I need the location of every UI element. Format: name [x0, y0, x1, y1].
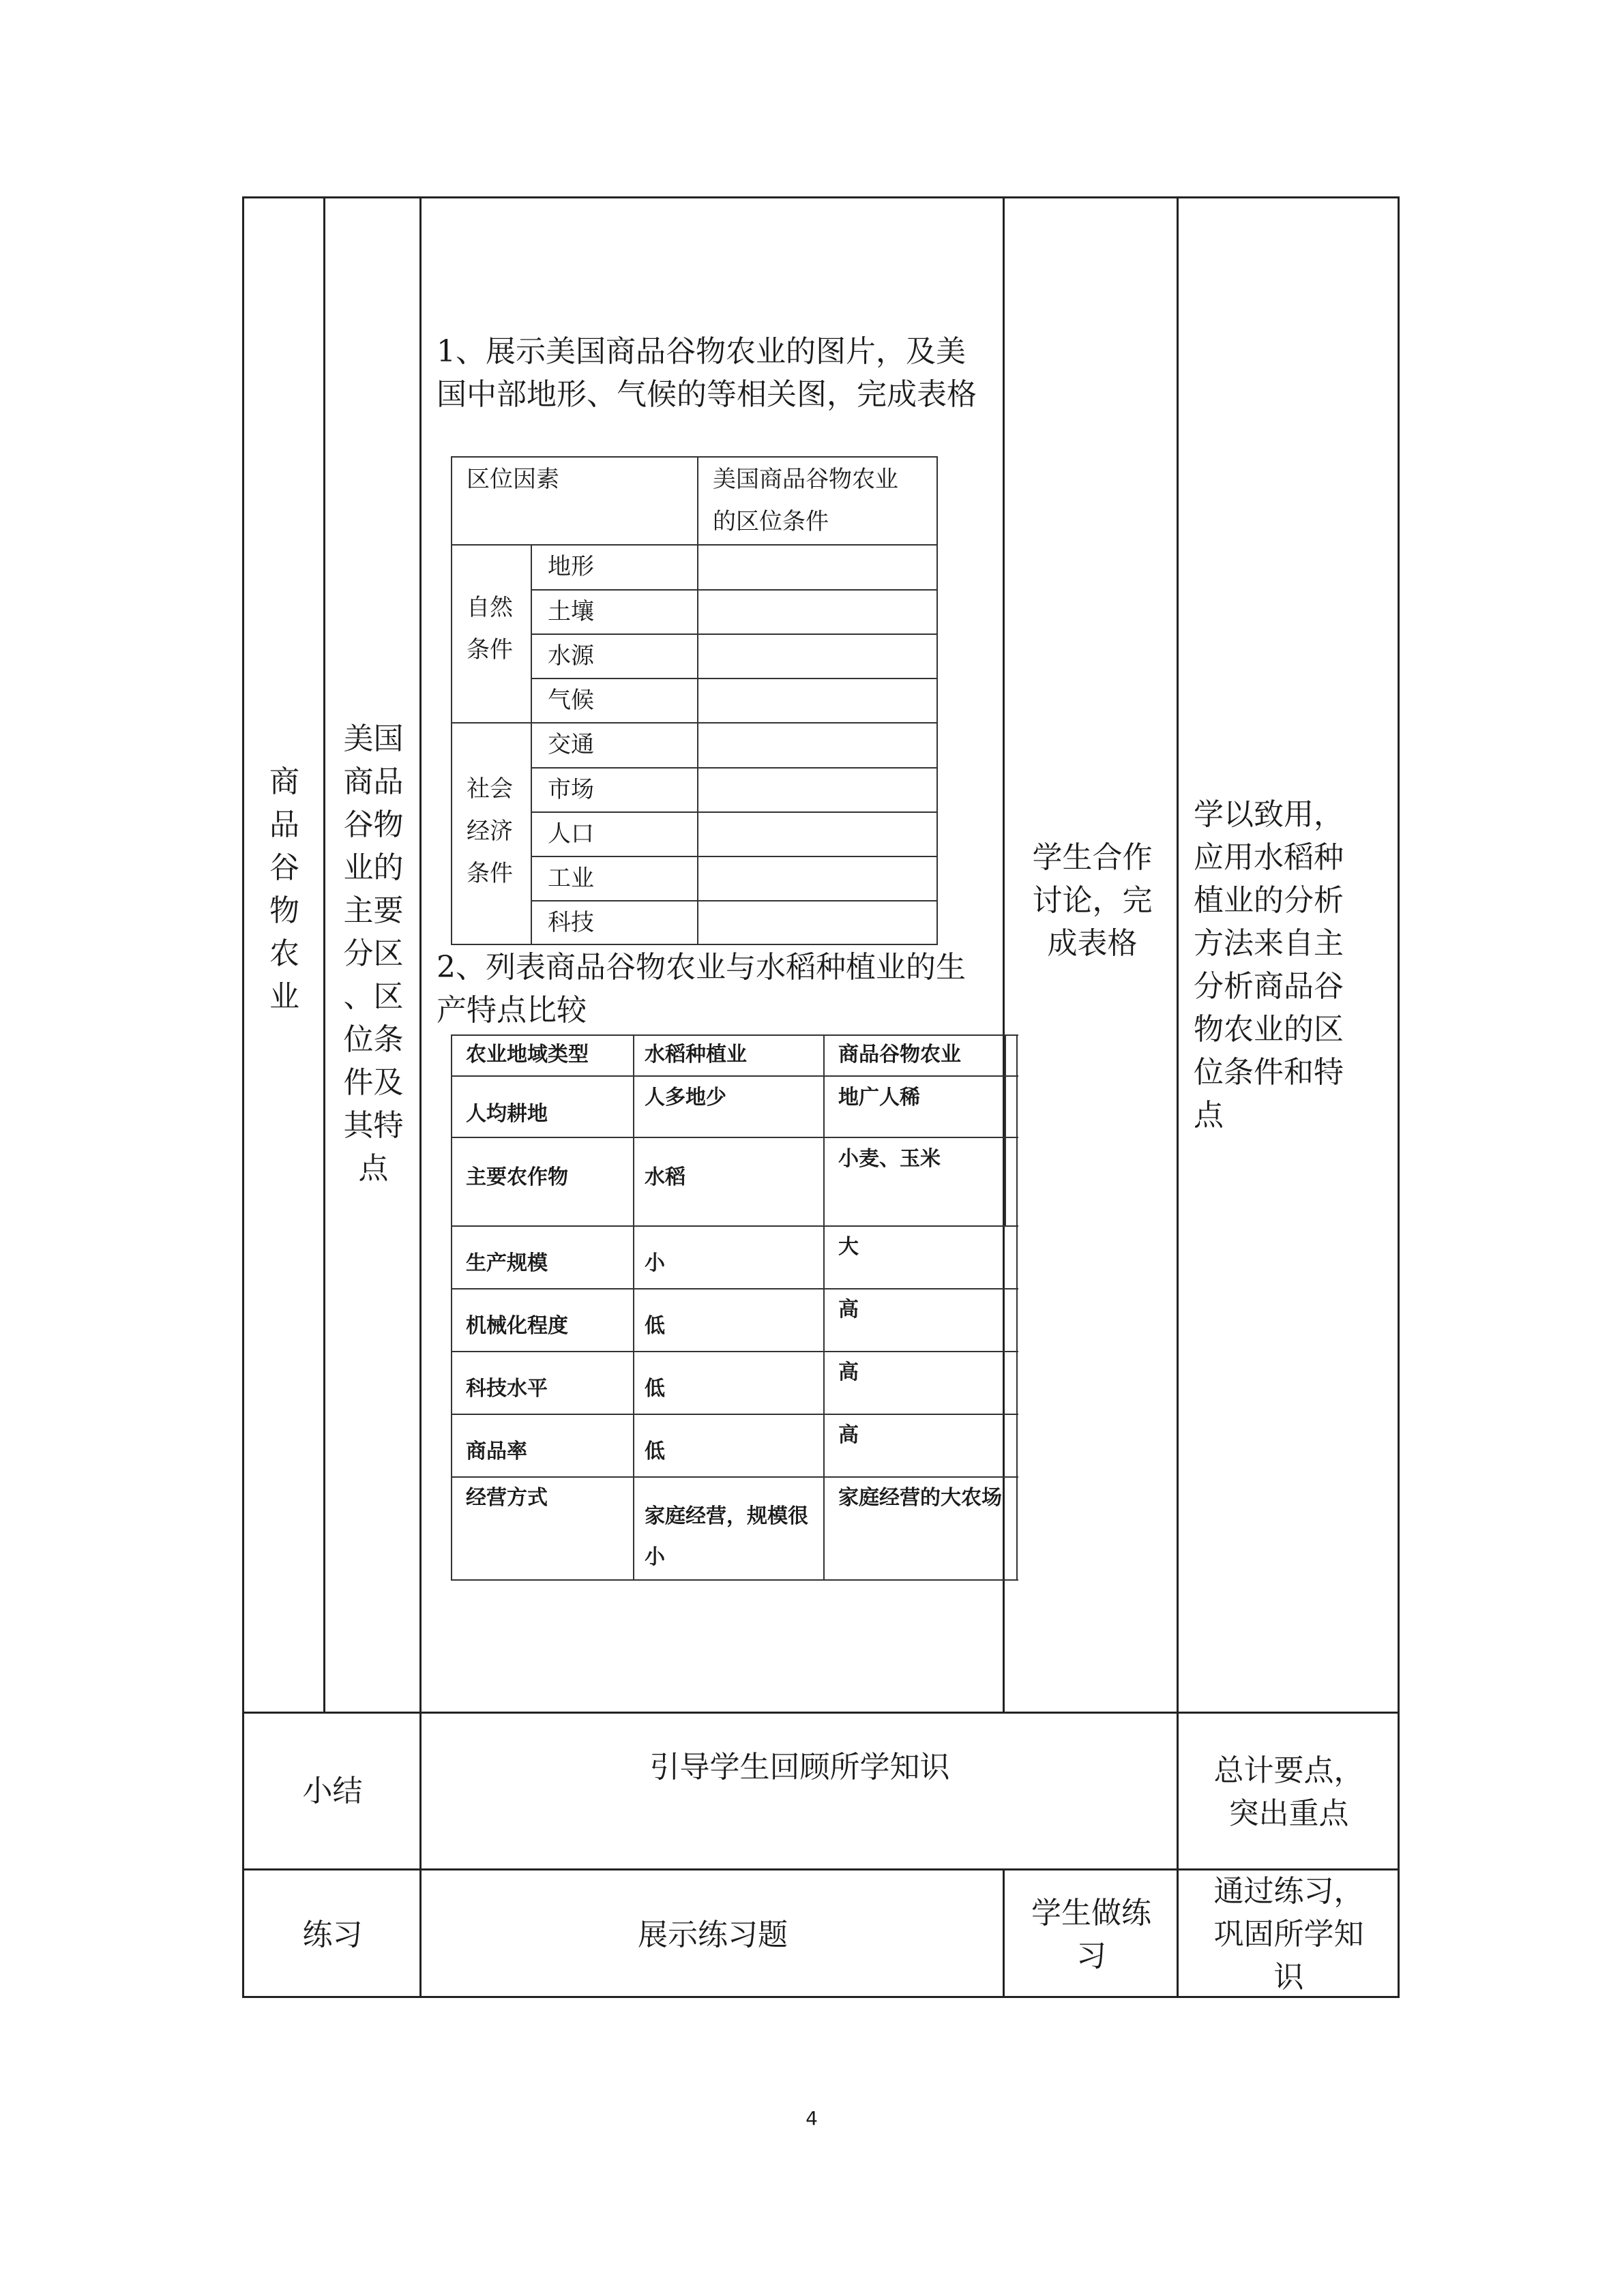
compare-grain-cell: 家庭经营的大农场 — [838, 1486, 1002, 1510]
compare-grain-cell: 高 — [838, 1360, 859, 1384]
table-col-divider-1 — [323, 196, 325, 1712]
compare-header: 商品谷物农业 — [838, 1043, 961, 1067]
table-col-divider-3b — [1003, 1868, 1005, 1998]
social-item: 科技 — [548, 909, 594, 936]
practice-label: 练习 — [302, 1918, 363, 1952]
natural-item: 气候 — [548, 687, 594, 714]
compare-row-label: 机械化程度 — [466, 1314, 568, 1338]
activity-1-text: 1、展示美国商品谷物农业的图片，及美国中部地形、气候的等相关图，完成表格 — [437, 334, 977, 412]
compare-rice-cell: 低 — [645, 1440, 665, 1463]
purpose-cell: 学以致用， 应用水稻种 植业的分析 方法来自主 分析商品谷 物农业的区 位条件和特 点 — [1194, 797, 1344, 1133]
category-cell: 商 品 谷 物 农 业 — [269, 764, 299, 1014]
compare-rice-cell: 家庭经营，规模很小 — [645, 1504, 808, 1569]
compare-row-label: 人均耕地 — [466, 1102, 548, 1126]
table-col-divider-4 — [1177, 196, 1179, 1998]
social-item: 交通 — [548, 731, 594, 758]
compare-row-label: 主要农作物 — [466, 1165, 568, 1189]
natural-group-label: 自然 条件 — [467, 594, 513, 664]
table-border-right — [1398, 196, 1400, 1998]
activity-2-text: 2、列表商品谷物农业与水稻种植业的生产特点比较 — [437, 950, 966, 1028]
natural-item: 地形 — [548, 553, 594, 580]
page-number: 4 — [806, 2107, 818, 2130]
compare-rice-cell: 小 — [645, 1251, 665, 1275]
table-col-divider-2 — [419, 196, 422, 1998]
practice-purpose-cell: 通过练习， 巩固所学知 识 — [1213, 1874, 1364, 1995]
compare-row-label: 生产规模 — [466, 1251, 548, 1275]
table-col-divider-3a — [1003, 196, 1005, 1712]
natural-item: 水源 — [548, 642, 594, 670]
social-item: 市场 — [548, 776, 594, 803]
table-border-top — [242, 196, 1400, 198]
compare-rice-cell: 低 — [645, 1314, 665, 1338]
table-border-left — [242, 196, 244, 1998]
compare-grain-cell: 地广人稀 — [838, 1086, 920, 1109]
compare-header: 水稻种植业 — [645, 1043, 747, 1067]
summary-teacher-cell: 引导学生回顾所学知识 — [649, 1750, 950, 1785]
summary-label: 小结 — [302, 1774, 363, 1808]
compare-grain-cell: 高 — [838, 1298, 859, 1322]
compare-rice-cell: 水稻 — [645, 1165, 685, 1189]
practice-teacher-cell: 展示练习题 — [638, 1918, 788, 1952]
compare-grain-cell: 大 — [838, 1235, 859, 1259]
compare-rice-cell: 人多地少 — [645, 1086, 726, 1109]
summary-purpose-cell: 总计要点， 突出重点 — [1213, 1753, 1364, 1831]
compare-row-label: 商品率 — [466, 1440, 527, 1463]
compare-grain-cell: 高 — [838, 1423, 859, 1447]
compare-row-label: 经营方式 — [466, 1486, 548, 1510]
natural-item: 土壤 — [548, 598, 594, 625]
topic-cell: 美国 商品 谷物 业的 主要 分区 、区 位条 件及 其特 点 — [343, 721, 404, 1186]
practice-student-cell: 学生做练 习 — [1031, 1896, 1151, 1973]
header-factor: 区位因素 — [467, 466, 559, 493]
compare-header: 农业地域类型 — [466, 1043, 589, 1067]
compare-grain-cell: 小麦、玉米 — [838, 1147, 941, 1171]
student-activity-cell: 学生合作 讨论，完 成表格 — [1032, 840, 1153, 961]
compare-row-label: 科技水平 — [466, 1377, 548, 1401]
compare-rice-cell: 低 — [645, 1377, 665, 1401]
header-condition: 美国商品谷物农业的区位条件 — [713, 466, 898, 535]
social-item: 工业 — [548, 865, 594, 892]
table-divider-summary — [242, 1712, 1400, 1714]
social-item: 人口 — [548, 820, 594, 848]
social-group-label: 社会 经济 条件 — [467, 775, 513, 887]
